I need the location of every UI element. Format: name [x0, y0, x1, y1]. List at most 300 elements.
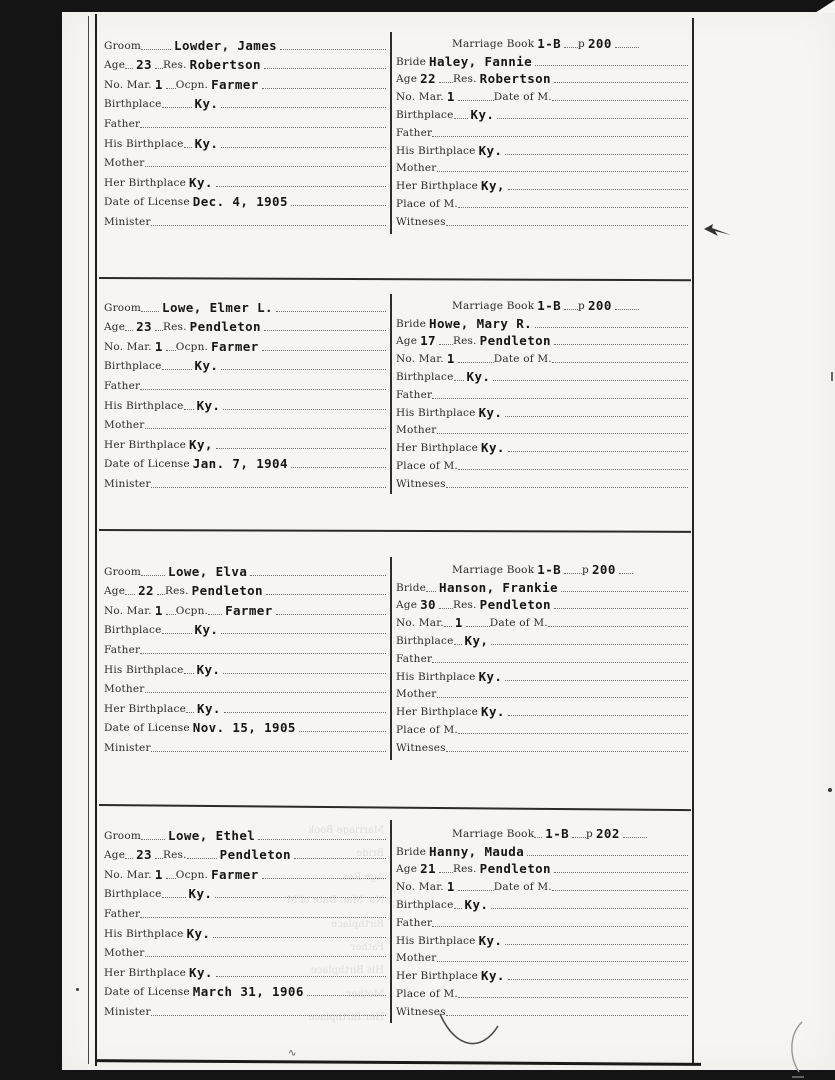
ocpn-label: Ocpn. [175, 340, 209, 353]
dotted-leader [162, 107, 192, 108]
dotted-leader [491, 644, 688, 645]
place-of-m-row [396, 456, 688, 474]
dotted-leader [446, 487, 688, 488]
groom-age-value: 23 [136, 847, 152, 863]
dotted-leader [426, 591, 436, 592]
date-of-license-label: Date of License [104, 986, 190, 999]
res-label: Res. [452, 335, 477, 348]
ocpn-label: Ocpn. [175, 604, 209, 617]
date-of-m-label: Date of M. [493, 353, 552, 366]
dotted-leader [458, 890, 494, 891]
dotted-leader [224, 712, 386, 713]
dotted-leader [141, 575, 165, 576]
dotted-leader [619, 573, 633, 574]
groom-ocpn-value: Farmer [211, 338, 259, 354]
bride-nomar-value: 1 [454, 615, 463, 631]
scan-corner-notch [815, 0, 835, 13]
her-birthplace-label: Her Birthplace [396, 180, 479, 193]
dotted-leader [140, 917, 386, 918]
groom-her-birthplace-value: Ky. [197, 700, 221, 716]
groom-column [104, 560, 386, 756]
pen-curve-mark [782, 1020, 812, 1080]
dotted-leader [466, 626, 490, 627]
bride-column [396, 824, 688, 1020]
dotted-leader [264, 330, 386, 331]
his-birthplace-label: His Birthplace [104, 137, 184, 150]
bride-age-value: 30 [420, 597, 436, 613]
ghost-line: Birthplace [331, 918, 384, 930]
groom-mother-row [104, 152, 386, 172]
dotted-leader [444, 626, 452, 627]
bride-birthplace-value: Ky. [466, 368, 491, 384]
groom-ocpn-value: Farmer [225, 602, 273, 618]
dotted-leader [437, 171, 689, 172]
dotted-leader [221, 107, 386, 108]
dotted-leader [145, 692, 387, 693]
groom-age-row [104, 316, 386, 336]
groom-mother-row [104, 678, 386, 698]
date-of-m-label: Date of M. [493, 881, 552, 894]
record-page [62, 12, 835, 1070]
his-birthplace-label: His Birthplace [104, 399, 184, 412]
mother-label: Mother [396, 688, 437, 701]
his-birthplace-label: His Birthplace [104, 927, 184, 940]
bride-label: Bride [396, 317, 427, 330]
groom-name-row [104, 34, 386, 54]
dotted-leader [439, 82, 453, 83]
no-mar-label: No. Mar. [104, 868, 152, 881]
dotted-leader [216, 448, 386, 449]
dotted-leader [534, 837, 542, 838]
groom-nomar-row [104, 73, 386, 93]
groom-mother-row [104, 942, 386, 962]
date-of-m-label: Date of M. [493, 91, 552, 104]
marriage-book-row [396, 560, 688, 578]
father-label: Father [396, 916, 433, 929]
witnesses-row [396, 474, 688, 492]
dotted-leader [184, 673, 194, 674]
groom-nomar-row [104, 335, 386, 355]
groom-label: Groom [104, 39, 142, 52]
dotted-leader [454, 908, 462, 909]
groom-name-value: Lowe, Elmer L. [162, 299, 273, 315]
groom-res-value: Robertson [189, 57, 261, 73]
bride-his-birthplace-row [396, 141, 688, 159]
ink-dot [828, 788, 832, 792]
no-mar-label: No. Mar. [396, 91, 444, 104]
groom-her-birthplace-value: Ky. [189, 964, 213, 980]
dotted-leader [458, 469, 688, 470]
groom-birthplace-value: Ky. [194, 358, 219, 374]
place-of-m-row [396, 194, 688, 212]
groom-res-value: Pendleton [191, 583, 263, 599]
dotted-leader [262, 88, 386, 89]
groom-his-birthplace-value: Ky. [194, 135, 219, 151]
mother-label: Mother [396, 424, 437, 437]
bride-her-birthplace-row [396, 438, 688, 456]
res-label: Res. [452, 599, 477, 612]
minister-label: Minister [104, 1005, 151, 1018]
bride-her-birthplace-row [396, 176, 688, 194]
bride-name-row [396, 578, 688, 596]
dotted-leader [508, 715, 688, 716]
bride-birthplace-value: Ky, [464, 632, 489, 648]
groom-birthplace-value: Ky. [194, 96, 219, 112]
ghost-line: Age Res. [339, 871, 384, 883]
dotted-leader [221, 633, 386, 634]
dotted-leader [151, 751, 386, 752]
dotted-leader [162, 369, 192, 370]
his-birthplace-label: His Birthplace [396, 144, 476, 157]
dotted-leader [208, 614, 222, 615]
dotted-leader [140, 653, 386, 654]
dotted-leader [508, 979, 688, 980]
groom-label: Groom [104, 829, 142, 842]
dotted-leader [157, 594, 165, 595]
bride-label: Bride [396, 581, 427, 594]
groom-license-row [104, 453, 386, 473]
dotted-leader [446, 751, 688, 752]
dotted-leader [223, 673, 386, 674]
dotted-leader [294, 858, 386, 859]
ink-smudge-arrow [702, 222, 734, 240]
dotted-leader [432, 398, 688, 399]
groom-nomar-row [104, 863, 386, 883]
groom-nomar-row [104, 599, 386, 619]
bride-age-row [396, 332, 688, 350]
groom-license-date-value: Nov. 15, 1905 [192, 720, 296, 736]
dotted-leader [151, 487, 386, 488]
ghost-line: His Birthplace [310, 965, 384, 977]
place-of-m-label: Place of M. [396, 459, 458, 472]
groom-column [104, 34, 386, 230]
birthplace-label: Birthplace [104, 624, 162, 637]
dotted-leader [186, 712, 194, 713]
bride-father-row [396, 913, 688, 931]
age-label: Age [396, 73, 418, 86]
mother-label: Mother [396, 952, 437, 965]
groom-ocpn-value: Farmer [211, 76, 259, 92]
witnesses-row [396, 212, 688, 230]
groom-minister-row [104, 210, 386, 230]
groom-birthplace-value: Ky. [188, 886, 213, 902]
father-label: Father [396, 388, 433, 401]
bride-nomar-row [396, 349, 688, 367]
bride-column [396, 296, 688, 492]
dotted-leader [446, 225, 688, 226]
bride-name-value: Howe, Mary R. [429, 315, 533, 331]
bride-name-value: Hanson, Frankie [439, 579, 558, 595]
bride-name-value: Haley, Fannie [429, 53, 533, 69]
dotted-leader [184, 409, 194, 410]
groom-birthplace-row [104, 619, 386, 639]
column-divider-line [390, 294, 392, 494]
mother-label: Mother [396, 162, 437, 175]
his-birthplace-label: His Birthplace [396, 934, 476, 947]
groom-her-birthplace-value: Ky. [189, 174, 213, 190]
bride-label: Bride [396, 845, 427, 858]
groom-name-value: Lowe, Elva [168, 563, 248, 579]
dotted-leader [554, 608, 688, 609]
dotted-leader [623, 837, 647, 838]
ink-scratch: ∿ [288, 1048, 297, 1059]
dotted-leader [262, 350, 386, 351]
bride-res-value: Pendleton [479, 333, 551, 349]
dotted-leader [166, 878, 176, 879]
no-mar-label: No. Mar. [396, 353, 444, 366]
ghost-line: Her Birthplace [308, 1012, 384, 1023]
ghost-line: Mother [346, 988, 384, 1000]
dotted-leader [141, 311, 159, 312]
groom-nomar-value: 1 [154, 338, 163, 354]
dotted-leader [439, 344, 453, 345]
mother-label: Mother [104, 683, 145, 696]
page-label: p [582, 563, 589, 576]
his-birthplace-label: His Birthplace [396, 406, 476, 419]
groom-minister-row [104, 736, 386, 756]
dotted-leader [262, 878, 386, 879]
res-label: Res. [452, 73, 477, 86]
dotted-leader [276, 614, 386, 615]
bride-her-birthplace-row [396, 702, 688, 720]
dotted-leader [250, 575, 386, 576]
father-label: Father [104, 907, 141, 920]
birthplace-label: Birthplace [396, 634, 454, 647]
groom-his-birthplace-row [104, 922, 386, 942]
dotted-leader [505, 416, 688, 417]
age-label: Age [396, 863, 418, 876]
dotted-leader [491, 908, 688, 909]
dotted-leader [458, 733, 688, 734]
left-border-outer-line [88, 16, 89, 1064]
no-mar-label: No. Mar. [396, 881, 444, 894]
father-label: Father [104, 117, 141, 130]
dotted-leader [213, 937, 386, 938]
groom-license-row [104, 191, 386, 211]
bride-name-value: Hanny, Mauda [429, 843, 525, 859]
groom-age-row [104, 844, 386, 864]
page-number-value: 200 [587, 297, 612, 313]
dotted-leader [454, 644, 462, 645]
groom-birthplace-row [104, 883, 386, 903]
bride-mother-row [396, 685, 688, 703]
dotted-leader [458, 100, 494, 101]
age-label: Age [396, 599, 418, 612]
age-label: Age [104, 849, 126, 862]
bride-her-birthplace-value: Ky. [481, 440, 505, 456]
place-of-m-label: Place of M. [396, 723, 458, 736]
dotted-leader [141, 49, 171, 50]
groom-father-row [104, 638, 386, 658]
bride-her-birthplace-value: Ky, [481, 178, 505, 194]
groom-label: Groom [104, 301, 142, 314]
her-birthplace-label: Her Birthplace [104, 702, 187, 715]
groom-nomar-value: 1 [154, 76, 163, 92]
dotted-leader [505, 680, 688, 681]
dotted-leader [162, 633, 192, 634]
bride-father-row [396, 123, 688, 141]
dotted-leader [535, 65, 688, 66]
res-label: Res. [452, 863, 477, 876]
bride-nomar-row [396, 87, 688, 105]
age-label: Age [104, 585, 126, 598]
groom-age-value: 23 [136, 57, 152, 73]
ocpn-label: Ocpn. [175, 78, 209, 91]
no-mar-label: No. Mar. [104, 604, 152, 617]
mother-label: Mother [104, 419, 145, 432]
groom-father-row [104, 902, 386, 922]
dotted-leader [166, 350, 176, 351]
dotted-leader [125, 594, 135, 595]
dotted-leader [439, 872, 453, 873]
page-number-value: 202 [595, 825, 620, 841]
dotted-leader [221, 147, 386, 148]
dotted-leader [508, 451, 688, 452]
bride-res-value: Pendleton [479, 597, 551, 613]
her-birthplace-label: Her Birthplace [104, 176, 187, 189]
groom-birthplace-row [104, 355, 386, 375]
place-of-m-row [396, 984, 688, 1002]
bride-column [396, 34, 688, 230]
marriage-book-label: Marriage Book [452, 37, 535, 50]
her-birthplace-label: Her Birthplace [104, 438, 187, 451]
place-of-m-label: Place of M. [396, 197, 458, 210]
groom-license-row [104, 981, 386, 1001]
ghost-line: Marriage Book [308, 825, 384, 836]
groom-her-birthplace-row [104, 961, 386, 981]
dotted-leader [216, 186, 386, 187]
bride-his-birthplace-row [396, 667, 688, 685]
minister-label: Minister [104, 215, 151, 228]
age-label: Age [104, 321, 126, 334]
birthplace-label: Birthplace [104, 888, 162, 901]
dotted-leader [454, 118, 468, 119]
groom-res-value: Pendleton [219, 847, 291, 863]
dotted-leader [552, 100, 688, 101]
groom-label: Groom [104, 565, 142, 578]
record-divider-line [99, 804, 691, 811]
dotted-leader [615, 309, 639, 310]
birthplace-label: Birthplace [104, 360, 162, 373]
groom-birthplace-value: Ky. [194, 622, 219, 638]
bride-his-birthplace-value: Ky. [478, 142, 503, 158]
groom-his-birthplace-row [104, 394, 386, 414]
dotted-leader [151, 1015, 386, 1016]
groom-her-birthplace-value: Ky, [189, 436, 213, 452]
groom-age-row [104, 580, 386, 600]
groom-birthplace-row [104, 93, 386, 113]
age-label: Age [104, 59, 126, 72]
bride-age-row [396, 70, 688, 88]
date-of-license-label: Date of License [104, 196, 190, 209]
groom-license-date-value: Jan. 7, 1904 [192, 456, 288, 472]
groom-name-row [104, 296, 386, 316]
bride-his-birthplace-value: Ky. [478, 668, 503, 684]
dotted-leader [145, 166, 387, 167]
bride-nomar-value: 1 [446, 89, 455, 105]
groom-father-row [104, 374, 386, 394]
dotted-leader [166, 614, 176, 615]
dotted-leader [145, 428, 387, 429]
dotted-leader [215, 897, 386, 898]
bride-age-value: 21 [420, 861, 436, 877]
groom-age-row [104, 54, 386, 74]
dotted-leader [527, 855, 688, 856]
dotted-leader [184, 147, 192, 148]
minister-label: Minister [104, 741, 151, 754]
dotted-leader [615, 47, 639, 48]
dotted-leader [564, 309, 578, 310]
dotted-leader [548, 626, 688, 627]
dotted-leader [458, 997, 688, 998]
groom-name-value: Lowe, Ethel [168, 827, 256, 843]
father-label: Father [396, 652, 433, 665]
groom-his-birthplace-row [104, 132, 386, 152]
her-birthplace-label: Her Birthplace [396, 970, 479, 983]
groom-age-value: 22 [138, 583, 154, 599]
dotted-leader [266, 594, 386, 595]
dotted-leader [162, 897, 186, 898]
dotted-leader [572, 837, 586, 838]
place-of-m-row [396, 720, 688, 738]
bride-age-row [396, 596, 688, 614]
dotted-leader [454, 380, 464, 381]
marriage-book-value: 1-B [545, 825, 570, 841]
groom-ocpn-value: Farmer [211, 866, 259, 882]
ink-tick [831, 372, 833, 381]
dotted-leader [505, 154, 688, 155]
groom-his-birthplace-row [104, 658, 386, 678]
dotted-leader [437, 697, 689, 698]
dotted-leader [439, 608, 453, 609]
dotted-leader [307, 995, 386, 996]
bride-name-row [396, 314, 688, 332]
witnesses-label: Witneses [396, 741, 446, 754]
bride-res-value: Pendleton [479, 861, 551, 877]
dotted-leader [151, 225, 386, 226]
record-divider-line [99, 529, 691, 533]
birthplace-label: Birthplace [396, 370, 454, 383]
her-birthplace-label: Her Birthplace [396, 706, 479, 719]
groom-age-value: 23 [136, 319, 152, 335]
dotted-leader [140, 127, 386, 128]
groom-name-row [104, 560, 386, 580]
bride-name-row [396, 52, 688, 70]
bride-nomar-value: 1 [446, 879, 455, 895]
dotted-leader [508, 189, 688, 190]
mother-label: Mother [104, 157, 145, 170]
dotted-leader [125, 68, 133, 69]
dotted-leader [291, 205, 386, 206]
no-mar-label: No. Mar. [104, 78, 152, 91]
groom-license-date-value: Dec. 4, 1905 [192, 194, 288, 210]
groom-his-birthplace-value: Ky. [186, 925, 211, 941]
dotted-leader [155, 858, 163, 859]
dotted-leader [166, 88, 176, 89]
birthplace-label: Birthplace [396, 108, 454, 121]
dotted-leader [432, 662, 688, 663]
date-of-license-label: Date of License [104, 722, 190, 735]
bride-father-row [396, 385, 688, 403]
bride-his-birthplace-value: Ky. [478, 404, 503, 420]
dotted-leader [125, 330, 133, 331]
dotted-leader [276, 311, 386, 312]
dotted-leader [264, 68, 386, 69]
dotted-leader [458, 207, 688, 208]
bride-age-value: 22 [420, 71, 436, 87]
dotted-leader [437, 433, 689, 434]
groom-column [104, 824, 386, 1020]
